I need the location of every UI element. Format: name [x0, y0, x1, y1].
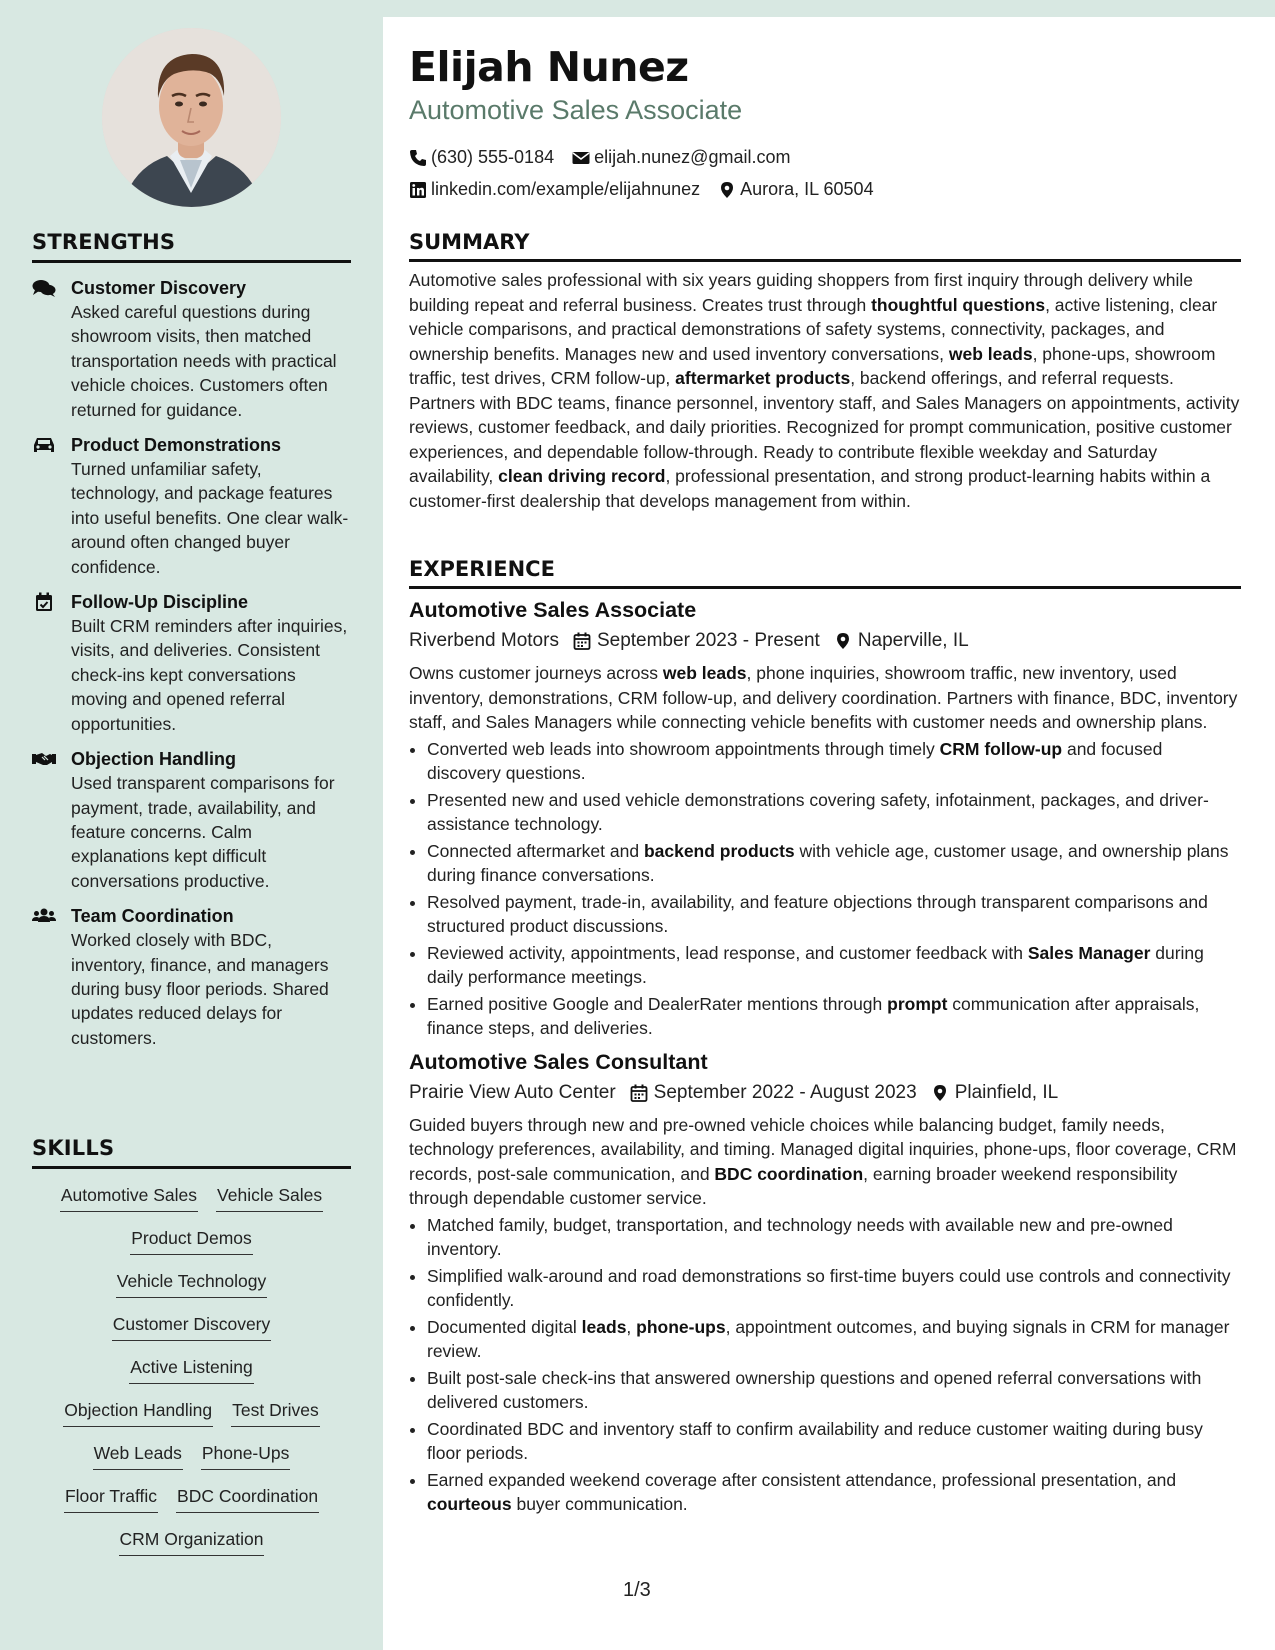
summary-heading: SUMMARY — [409, 230, 1241, 262]
contact-linkedin — [409, 179, 700, 200]
strength-title: Team Coordination — [71, 906, 234, 927]
text-segment: , earning broader weekend responsibility through dependable customer service. — [409, 1163, 1178, 1208]
summary-text — [409, 268, 1241, 513]
text-segment: Presented new and used vehicle demonstrations covering safety, infotainment, packages, and driver-assistance technology. — [427, 789, 1209, 834]
bullet-item — [427, 788, 1241, 837]
emphasis-text: Sales Manager — [1027, 942, 1151, 963]
skills-row — [32, 1484, 351, 1513]
text-segment: Coordinated BDC and inventory staff to confirm availability and reduce customer waiting during busy floor periods. — [427, 1418, 1203, 1463]
text-segment: , phone-ups, showroom traffic, test drives, CRM follow-up, — [409, 343, 1216, 388]
text-segment: Documented digital — [427, 1316, 582, 1337]
text-segment: Earned positive Google and DealerRater mentions through — [427, 993, 888, 1014]
skill-tag: Customer Discovery — [112, 1312, 272, 1341]
emphasis-text: BDC coordination — [714, 1163, 864, 1184]
job-company: Riverbend Motors — [409, 630, 559, 651]
text-segment: , active listening, clear vehicle comparisons, and practical demonstrations of safety systems, connectivity, packages, and ownership benefits. Manages new and used inventory conversations, — [409, 294, 1218, 364]
contact-location — [718, 179, 873, 200]
emphasis-text: web leads — [948, 343, 1033, 364]
job-title: Automotive Sales Consultant — [409, 1049, 708, 1074]
location-text: Aurora, IL 60504 — [740, 179, 874, 199]
map-pin-icon — [834, 632, 852, 650]
contact-row-2 — [409, 179, 874, 200]
text-segment: Earned expanded weekend coverage after consistent attendance, professional presentation, and — [427, 1469, 1177, 1490]
text-segment: Matched family, budget, transportation, and technology needs with available new and pre-owned inventory. — [427, 1214, 1173, 1259]
bullet-item — [427, 1213, 1241, 1262]
skill-tag: Active Listening — [129, 1355, 254, 1384]
strength-title: Customer Discovery — [71, 278, 247, 298]
contact-row-1 — [409, 147, 790, 168]
bullet-item — [427, 1366, 1241, 1415]
strength-text: Asked careful questions during showroom visits, then matched transportation needs with practical vehicle choices. Customers often returned for guidance. — [71, 302, 337, 420]
emphasis-text: CRM follow-up — [939, 738, 1063, 759]
strength-item — [32, 747, 351, 893]
job-dates: September 2023 - Present — [596, 630, 820, 651]
skills-row — [32, 1527, 351, 1556]
strength-text: Used transparent comparisons for payment, trade, availability, and feature concerns. Calm explanations kept difficult conversations productive. — [71, 773, 335, 891]
strength-text: Turned unfamiliar safety, technology, and package features into useful benefits. One clear walk-around often changed buyer confidence. — [71, 459, 349, 577]
email-text: elijah.nunez@gmail.com — [594, 147, 791, 167]
emphasis-text: backend products — [643, 840, 795, 861]
bullet-item — [427, 1468, 1241, 1517]
map-pin-icon — [718, 181, 736, 199]
emphasis-text: leads — [581, 1316, 627, 1337]
skill-tag: BDC Coordination — [176, 1484, 319, 1513]
skills-row — [32, 1226, 351, 1255]
job-location: Plainfield, IL — [954, 1081, 1059, 1103]
strengths-heading: STRENGTHS — [32, 230, 351, 263]
skill-tag: Automotive Sales — [60, 1183, 198, 1212]
main-content — [383, 17, 1275, 1650]
strength-item — [32, 904, 351, 1050]
strength-item — [32, 433, 351, 579]
emphasis-text: phone-ups — [636, 1316, 726, 1337]
emphasis-text: courteous — [427, 1494, 512, 1514]
map-pin-icon — [931, 1084, 949, 1102]
text-segment: Automotive sales professional with six years guiding shoppers from first inquiry through delivery while building repeat and referral business. Creates trust through — [409, 270, 1193, 315]
experience-section — [409, 557, 1241, 1519]
calendar-icon — [573, 632, 591, 650]
text-segment: , — [626, 1316, 637, 1337]
skill-tag: Floor Traffic — [64, 1484, 158, 1513]
bullet-item — [427, 1315, 1241, 1364]
skills-row — [32, 1312, 351, 1341]
text-segment: communication after appraisals, finance steps, and deliveries. — [427, 993, 1200, 1038]
text-segment: Connected aftermarket and — [427, 840, 644, 861]
text-segment: Built post-sale check-ins that answered ownership questions and opened referral conversations with delivered customers. — [427, 1367, 1202, 1412]
emphasis-text: aftermarket products — [675, 368, 851, 388]
text-segment: Owns customer journeys across — [409, 663, 663, 683]
skill-tag: Test Drives — [231, 1398, 320, 1427]
skill-tag: Product Demos — [130, 1226, 253, 1255]
strengths-section — [32, 230, 351, 1050]
skills-row — [32, 1398, 351, 1427]
calendar-check-icon — [32, 592, 56, 612]
text-segment: Resolved payment, trade-in, availability, and feature objections through transparent comparisons and structured product discussions. — [427, 891, 1208, 936]
strength-title: Product Demonstrations — [71, 435, 282, 456]
contact-email — [572, 147, 790, 168]
text-segment: Simplified walk-around and road demonstrations so first-time buyers could use controls and connectivity confidently. — [427, 1265, 1231, 1310]
text-segment: , professional presentation, and strong product-learning habits within a customer-first dealership that develops management from within. — [409, 466, 1211, 511]
envelope-icon — [572, 149, 590, 167]
text-segment: with vehicle age, customer usage, and ownership plans during finance conversations. — [427, 840, 1229, 885]
skill-tag: Web Leads — [93, 1441, 183, 1470]
phone-text: (630) 555-0184 — [431, 147, 555, 167]
job-title: Automotive Sales Associate — [409, 598, 697, 622]
skills-row — [32, 1441, 351, 1470]
users-icon — [32, 906, 56, 926]
phone-icon — [409, 149, 427, 167]
car-icon — [32, 435, 56, 455]
bullet-item — [427, 737, 1241, 786]
job-description — [409, 661, 1241, 735]
skills-section — [32, 1136, 351, 1570]
bullet-item — [427, 941, 1241, 990]
text-segment: Reviewed activity, appointments, lead response, and customer feedback with — [427, 942, 1028, 963]
skill-tag: CRM Organization — [119, 1527, 265, 1556]
bullet-item — [427, 839, 1241, 888]
text-segment: , backend offerings, and referral requests. Partners with BDC teams, finance personnel, inventory staff, and Sales Managers on appointments, activity reviews, customer feedback, and daily priorities. Recognized for prompt communication, positive customer experiences, and dependable follow-through. Ready to contribute flexible weekday and Saturday availability, — [409, 368, 1240, 486]
job-company: Prairie View Auto Center — [409, 1081, 616, 1103]
candidate-name: Elijah Nunez — [409, 43, 689, 91]
linkedin-text: linkedin.com/example/elijahnunez — [431, 179, 701, 199]
strength-title: Follow-Up Discipline — [71, 592, 249, 613]
job-dates: September 2022 - August 2023 — [653, 1081, 917, 1103]
bullet-item — [427, 1417, 1241, 1466]
job-meta — [409, 627, 1241, 655]
job-entry — [409, 1048, 1241, 1517]
emphasis-text: prompt — [887, 993, 948, 1014]
candidate-title: Automotive Sales Associate — [409, 95, 743, 125]
job-bullets — [409, 1213, 1241, 1517]
skills-row — [32, 1269, 351, 1298]
job-description — [409, 1113, 1241, 1211]
comments-icon — [32, 278, 56, 298]
strength-text: Built CRM reminders after inquiries, visits, and deliveries. Consistent check-ins kept conversations moving and opened referral opportunities. — [71, 616, 348, 734]
emphasis-text: clean driving record — [498, 466, 666, 486]
handshake-icon — [32, 749, 56, 769]
skills-row — [32, 1355, 351, 1384]
linkedin-icon — [409, 181, 427, 199]
skill-tag: Objection Handling — [63, 1398, 213, 1427]
skills-row — [32, 1183, 351, 1212]
experience-heading: EXPERIENCE — [409, 557, 1241, 589]
strength-text: Worked closely with BDC, inventory, finance, and managers during busy floor periods. Shared updates reduced delays for customers. — [71, 930, 329, 1048]
emphasis-text: web leads — [662, 663, 747, 683]
sidebar — [0, 0, 383, 1650]
bullet-item — [427, 890, 1241, 939]
portrait-image — [102, 28, 281, 207]
text-segment: buyer communication. — [511, 1494, 688, 1514]
skills-heading: SKILLS — [32, 1136, 351, 1169]
strength-title: Objection Handling — [71, 749, 236, 770]
strength-item — [32, 590, 351, 736]
contact-phone — [409, 147, 554, 168]
profile-photo — [102, 28, 281, 207]
text-segment: during daily performance meetings. — [427, 942, 1204, 987]
skill-tag: Vehicle Sales — [216, 1183, 323, 1212]
bullet-item — [427, 1264, 1241, 1313]
text-segment: Converted web leads into showroom appointments through timely — [427, 738, 940, 759]
job-location: Naperville, IL — [857, 630, 969, 651]
job-entry — [409, 596, 1241, 1041]
calendar-icon — [630, 1084, 648, 1102]
page-number: 1/3 — [623, 1579, 651, 1601]
bullet-item — [427, 992, 1241, 1041]
emphasis-text: thoughtful questions — [871, 294, 1046, 315]
text-segment: , phone inquiries, showroom traffic, new inventory, used inventory, demonstrations, CRM follow-up, and delivery coordination. Partners with finance, BDC, inventory staff, and Sales Managers while connecting vehicle benefits with customer needs and ownership plans. — [409, 663, 1238, 732]
skills-list — [32, 1183, 351, 1556]
summary-section — [409, 230, 1241, 513]
job-meta — [409, 1079, 1241, 1107]
text-segment: , appointment outcomes, and buying signals in CRM for manager review. — [427, 1316, 1230, 1361]
skill-tag: Phone-Ups — [201, 1441, 291, 1470]
text-segment: and focused discovery questions. — [427, 738, 1163, 783]
skill-tag: Vehicle Technology — [116, 1269, 268, 1298]
job-bullets — [409, 737, 1241, 1041]
text-segment: Guided buyers through new and pre-owned vehicle choices while balancing budget, family needs, technology preferences, availability, and timing. Managed digital inquiries, phone-ups, floor coverage, CRM records, post-sale communication, and — [409, 1114, 1237, 1184]
strength-item — [32, 276, 351, 422]
